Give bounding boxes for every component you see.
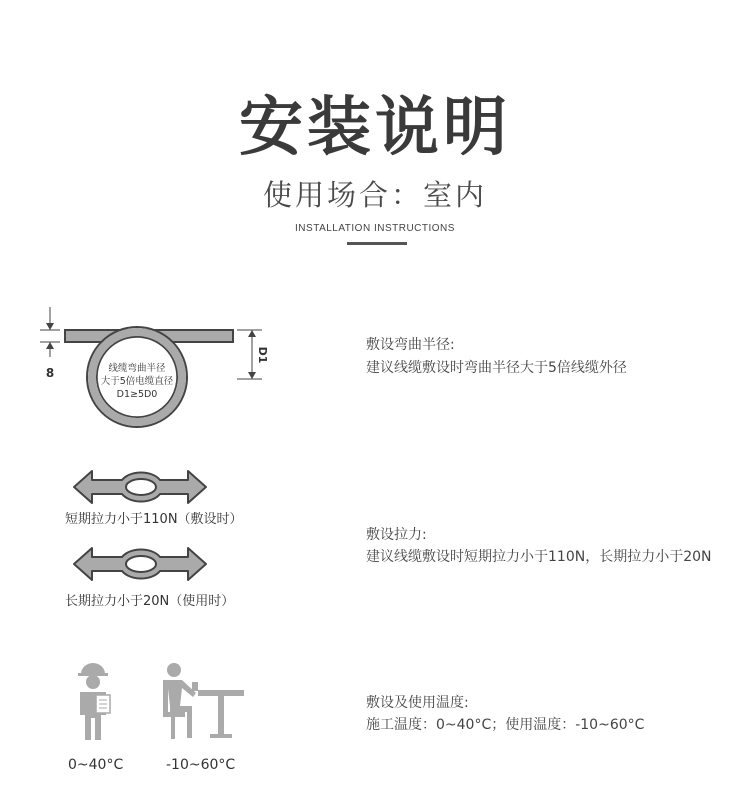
circle-text-3: D1≥5D0 (116, 389, 158, 400)
cable-bend-diagram-icon (30, 295, 280, 435)
page-title: 安装说明 (239, 91, 511, 165)
diameter-label: D1 (256, 346, 269, 364)
usage-scenario: 使用场合：室内 (262, 178, 487, 212)
short-term-caption: 短期拉力小于110N（敷设时） (65, 512, 243, 527)
seated-person-desk-icon (160, 660, 250, 745)
install-temp-caption: 0~40°C (68, 757, 124, 773)
bend-radius-desc: 建议线缆敷设时弯曲半径大于5倍线缆外径 (366, 360, 627, 376)
use-temp-caption: -10~60°C (166, 757, 236, 773)
tension-title: 敷设拉力: (366, 527, 427, 543)
long-term-caption: 长期拉力小于20N（使用时） (65, 594, 235, 609)
tension-arrow-icon (72, 468, 212, 508)
circle-text-1: 线缆弯曲半径 (108, 363, 166, 374)
circle-text-2: 大于5倍电缆直径 (100, 376, 174, 387)
bend-radius-title: 敷设弯曲半径: (366, 337, 455, 353)
temperature-desc: 施工温度：0~40°C；使用温度：-10~60°C (366, 717, 645, 733)
tension-desc: 建议线缆敷设时短期拉力小于110N，长期拉力小于20N (366, 549, 712, 565)
tension-arrow-icon (72, 545, 212, 585)
title-underline (347, 242, 407, 245)
temperature-title: 敷设及使用温度: (366, 695, 469, 711)
worker-icon (68, 660, 118, 745)
subtitle-english: INSTALLATION INSTRUCTIONS (295, 223, 455, 234)
thickness-label: 8 (45, 366, 55, 380)
